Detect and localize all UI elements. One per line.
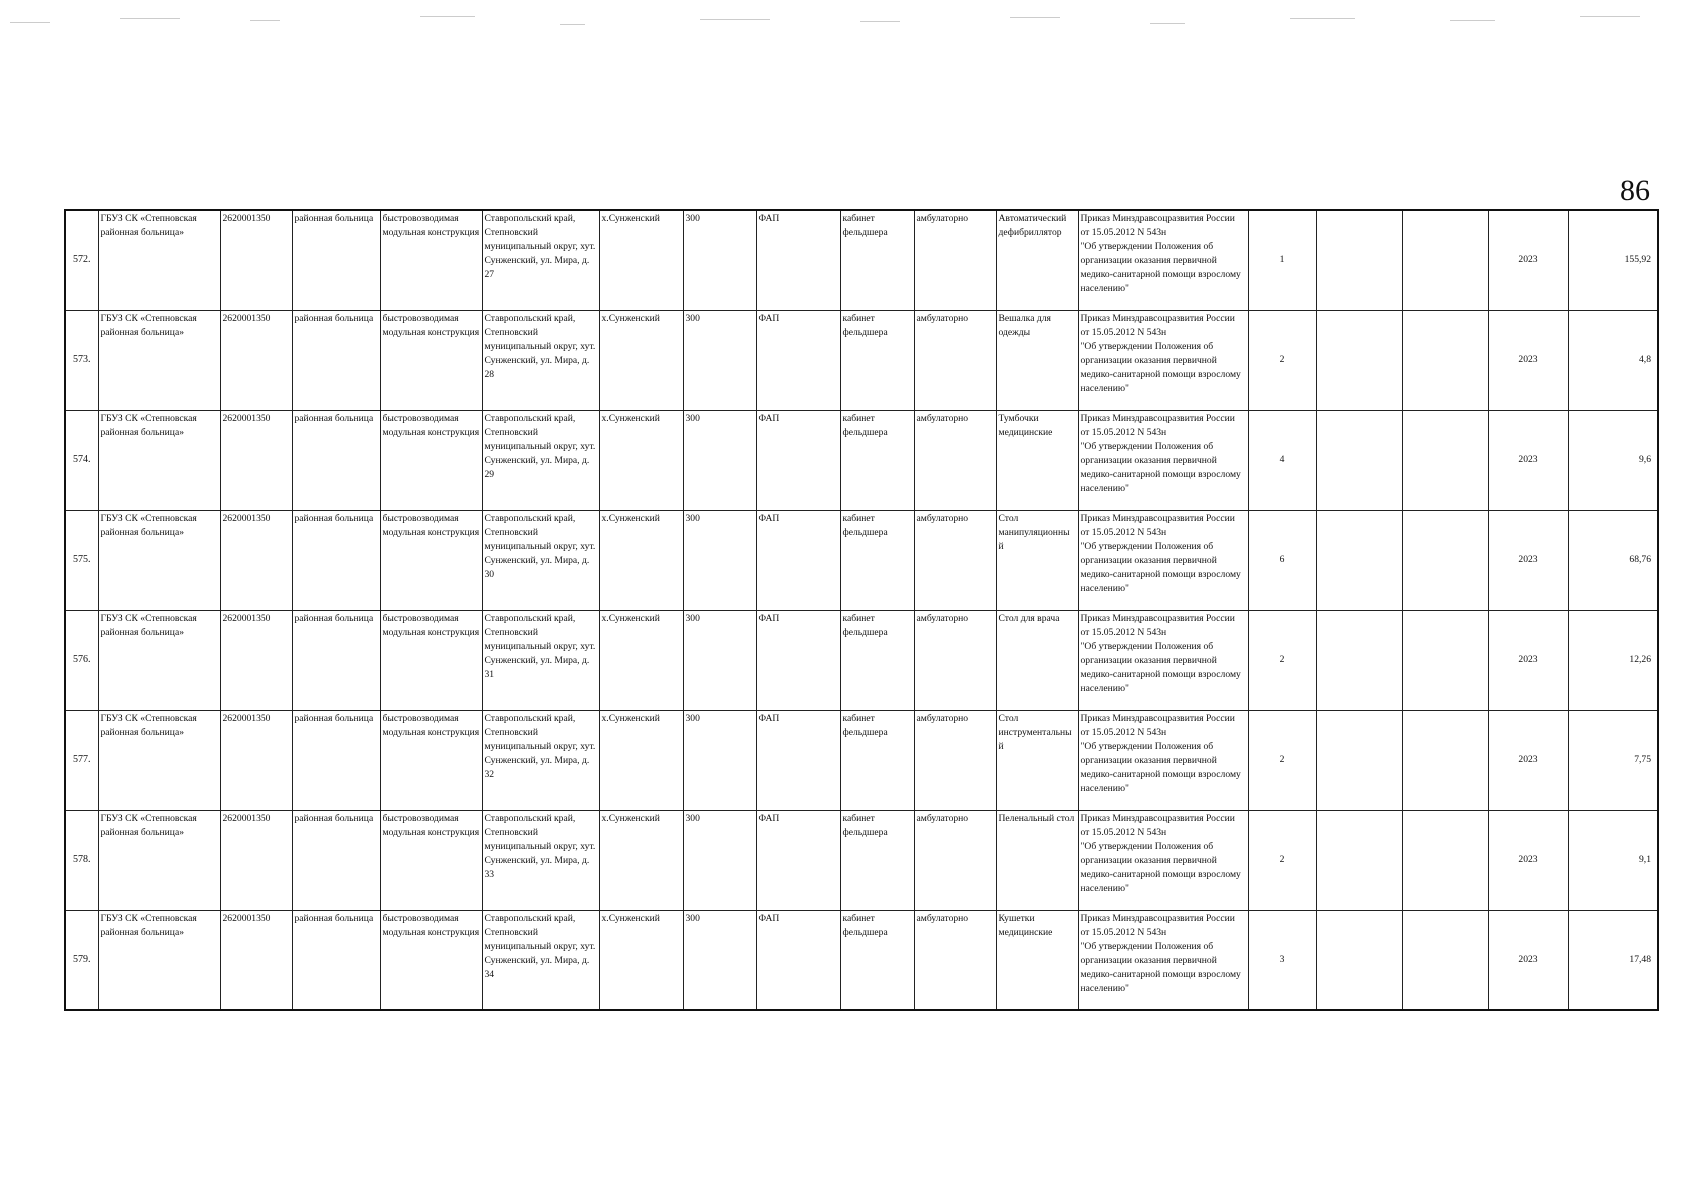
year-cell: 2023 [1488,910,1568,1010]
order-cell: Приказ Минздравсоцразвития России от 15.05.2012 N 543н "Об утверждении Положения об организации оказания первичной медико-санитарной помощи взрослому населению" [1078,410,1248,510]
building-cell: быстровозводимая модульная конструкция [380,610,482,710]
quantity-cell: 6 [1248,510,1316,610]
room-cell: кабинет фельдшера [840,910,914,1010]
empty-cell [1402,210,1488,310]
population-cell: 300 [683,310,756,410]
row-number: 575. [65,510,98,610]
care-type-cell: амбулаторно [914,810,996,910]
population-cell: 300 [683,510,756,610]
row-number: 577. [65,710,98,810]
empty-cell [1316,210,1402,310]
organization-cell: ГБУЗ СК «Степновская районная больница» [98,410,220,510]
quantity-cell: 2 [1248,810,1316,910]
quantity-cell: 4 [1248,410,1316,510]
quantity-cell: 2 [1248,610,1316,710]
care-type-cell: амбулаторно [914,210,996,310]
table-row [65,410,1658,510]
year-cell: 2023 [1488,710,1568,810]
unit-cell: ФАП [756,310,840,410]
unit-cell: ФАП [756,910,840,1010]
population-cell: 300 [683,210,756,310]
data-table [64,209,1659,1011]
unit-cell: ФАП [756,710,840,810]
organization-cell: ГБУЗ СК «Степновская районная больница» [98,310,220,410]
population-cell: 300 [683,910,756,1010]
quantity-cell: 2 [1248,710,1316,810]
building-cell: быстровозводимая модульная конструкция [380,710,482,810]
facility-type-cell: районная больница [292,510,380,610]
row-number: 579. [65,910,98,1010]
table-row [65,510,1658,610]
inn-cell: 2620001350 [220,810,292,910]
facility-type-cell: районная больница [292,410,380,510]
facility-type-cell: районная больница [292,210,380,310]
order-cell: Приказ Минздравсоцразвития России от 15.05.2012 N 543н "Об утверждении Положения об организации оказания первичной медико-санитарной помощи взрослому населению" [1078,610,1248,710]
cost-cell: 17,48 [1568,910,1658,1010]
building-cell: быстровозводимая модульная конструкция [380,210,482,310]
care-type-cell: амбулаторно [914,410,996,510]
empty-cell [1402,510,1488,610]
empty-cell [1402,310,1488,410]
order-cell: Приказ Минздравсоцразвития России от 15.05.2012 N 543н "Об утверждении Положения об организации оказания первичной медико-санитарной помощи взрослому населению" [1078,910,1248,1010]
row-number: 573. [65,310,98,410]
care-type-cell: амбулаторно [914,910,996,1010]
quantity-cell: 3 [1248,910,1316,1010]
year-cell: 2023 [1488,610,1568,710]
equipment-cell: Тумбочки медицинские [996,410,1078,510]
empty-cell [1402,910,1488,1010]
quantity-cell: 2 [1248,310,1316,410]
cost-cell: 4,8 [1568,310,1658,410]
facility-type-cell: районная больница [292,910,380,1010]
cost-cell: 9,6 [1568,410,1658,510]
cost-cell: 155,92 [1568,210,1658,310]
care-type-cell: амбулаторно [914,510,996,610]
population-cell: 300 [683,710,756,810]
settlement-cell: х.Сунженский [599,810,683,910]
row-number: 576. [65,610,98,710]
inn-cell: 2620001350 [220,410,292,510]
row-number: 572. [65,210,98,310]
empty-cell [1316,510,1402,610]
address-cell: Ставропольский край, Степновский муниципальный округ, хут. Сунженский, ул. Мира, д. 34 [482,910,599,1010]
room-cell: кабинет фельдшера [840,510,914,610]
empty-cell [1316,910,1402,1010]
settlement-cell: х.Сунженский [599,710,683,810]
empty-cell [1316,610,1402,710]
equipment-cell: Вешалка для одежды [996,310,1078,410]
empty-cell [1316,410,1402,510]
care-type-cell: амбулаторно [914,610,996,710]
order-cell: Приказ Минздравсоцразвития России от 15.05.2012 N 543н "Об утверждении Положения об организации оказания первичной медико-санитарной помощи взрослому населению" [1078,310,1248,410]
building-cell: быстровозводимая модульная конструкция [380,310,482,410]
empty-cell [1402,410,1488,510]
care-type-cell: амбулаторно [914,310,996,410]
inn-cell: 2620001350 [220,910,292,1010]
settlement-cell: х.Сунженский [599,510,683,610]
row-number: 574. [65,410,98,510]
equipment-cell: Стол для врача [996,610,1078,710]
equipment-cell: Кушетки медицинские [996,910,1078,1010]
address-cell: Ставропольский край, Степновский муниципальный округ, хут. Сунженский, ул. Мира, д. 33 [482,810,599,910]
settlement-cell: х.Сунженский [599,910,683,1010]
address-cell: Ставропольский край, Степновский муниципальный округ, хут. Сунженский, ул. Мира, д. 31 [482,610,599,710]
building-cell: быстровозводимая модульная конструкция [380,410,482,510]
table-row [65,810,1658,910]
row-number: 578. [65,810,98,910]
organization-cell: ГБУЗ СК «Степновская районная больница» [98,510,220,610]
order-cell: Приказ Минздравсоцразвития России от 15.05.2012 N 543н "Об утверждении Положения об организации оказания первичной медико-санитарной помощи взрослому населению" [1078,710,1248,810]
quantity-cell: 1 [1248,210,1316,310]
inn-cell: 2620001350 [220,710,292,810]
address-cell: Ставропольский край, Степновский муниципальный округ, хут. Сунженский, ул. Мира, д. 30 [482,510,599,610]
empty-cell [1402,710,1488,810]
empty-cell [1316,310,1402,410]
cost-cell: 7,75 [1568,710,1658,810]
table-row [65,910,1658,1010]
equipment-cell: Пеленальный стол [996,810,1078,910]
facility-type-cell: районная больница [292,310,380,410]
building-cell: быстровозводимая модульная конструкция [380,810,482,910]
room-cell: кабинет фельдшера [840,710,914,810]
year-cell: 2023 [1488,310,1568,410]
room-cell: кабинет фельдшера [840,610,914,710]
facility-type-cell: районная больница [292,710,380,810]
unit-cell: ФАП [756,510,840,610]
building-cell: быстровозводимая модульная конструкция [380,910,482,1010]
year-cell: 2023 [1488,510,1568,610]
organization-cell: ГБУЗ СК «Степновская районная больница» [98,810,220,910]
inn-cell: 2620001350 [220,610,292,710]
building-cell: быстровозводимая модульная конструкция [380,510,482,610]
settlement-cell: х.Сунженский [599,610,683,710]
organization-cell: ГБУЗ СК «Степновская районная больница» [98,610,220,710]
empty-cell [1402,610,1488,710]
table-row [65,610,1658,710]
cost-cell: 68,76 [1568,510,1658,610]
facility-type-cell: районная больница [292,610,380,710]
settlement-cell: х.Сунженский [599,310,683,410]
equipment-cell: Стол инструментальны й [996,710,1078,810]
organization-cell: ГБУЗ СК «Степновская районная больница» [98,710,220,810]
unit-cell: ФАП [756,410,840,510]
room-cell: кабинет фельдшера [840,210,914,310]
empty-cell [1402,810,1488,910]
population-cell: 300 [683,610,756,710]
year-cell: 2023 [1488,810,1568,910]
address-cell: Ставропольский край, Степновский муниципальный округ, хут. Сунженский, ул. Мира, д. 32 [482,710,599,810]
room-cell: кабинет фельдшера [840,410,914,510]
unit-cell: ФАП [756,610,840,710]
facility-type-cell: районная больница [292,810,380,910]
order-cell: Приказ Минздравсоцразвития России от 15.05.2012 N 543н "Об утверждении Положения об организации оказания первичной медико-санитарной помощи взрослому населению" [1078,810,1248,910]
room-cell: кабинет фельдшера [840,810,914,910]
scan-noise-decoration [0,0,1697,80]
unit-cell: ФАП [756,210,840,310]
order-cell: Приказ Минздравсоцразвития России от 15.05.2012 N 543н "Об утверждении Положения об организации оказания первичной медико-санитарной помощи взрослому населению" [1078,210,1248,310]
population-cell: 300 [683,810,756,910]
inn-cell: 2620001350 [220,210,292,310]
care-type-cell: амбулаторно [914,710,996,810]
inn-cell: 2620001350 [220,510,292,610]
year-cell: 2023 [1488,210,1568,310]
table-row [65,210,1658,310]
equipment-cell: Стол манипуляционны й [996,510,1078,610]
table-row [65,710,1658,810]
organization-cell: ГБУЗ СК «Степновская районная больница» [98,210,220,310]
cost-cell: 12,26 [1568,610,1658,710]
organization-cell: ГБУЗ СК «Степновская районная больница» [98,910,220,1010]
settlement-cell: х.Сунженский [599,210,683,310]
inn-cell: 2620001350 [220,310,292,410]
population-cell: 300 [683,410,756,510]
equipment-cell: Автоматический дефибриллятор [996,210,1078,310]
unit-cell: ФАП [756,810,840,910]
year-cell: 2023 [1488,410,1568,510]
page-number: 86 [1620,174,1650,207]
settlement-cell: х.Сунженский [599,410,683,510]
address-cell: Ставропольский край, Степновский муниципальный округ, хут. Сунженский, ул. Мира, д. 27 [482,210,599,310]
empty-cell [1316,810,1402,910]
address-cell: Ставропольский край, Степновский муниципальный округ, хут. Сунженский, ул. Мира, д. 28 [482,310,599,410]
address-cell: Ставропольский край, Степновский муниципальный округ, хут. Сунженский, ул. Мира, д. 29 [482,410,599,510]
empty-cell [1316,710,1402,810]
table-row [65,310,1658,410]
cost-cell: 9,1 [1568,810,1658,910]
room-cell: кабинет фельдшера [840,310,914,410]
order-cell: Приказ Минздравсоцразвития России от 15.05.2012 N 543н "Об утверждении Положения об организации оказания первичной медико-санитарной помощи взрослому населению" [1078,510,1248,610]
